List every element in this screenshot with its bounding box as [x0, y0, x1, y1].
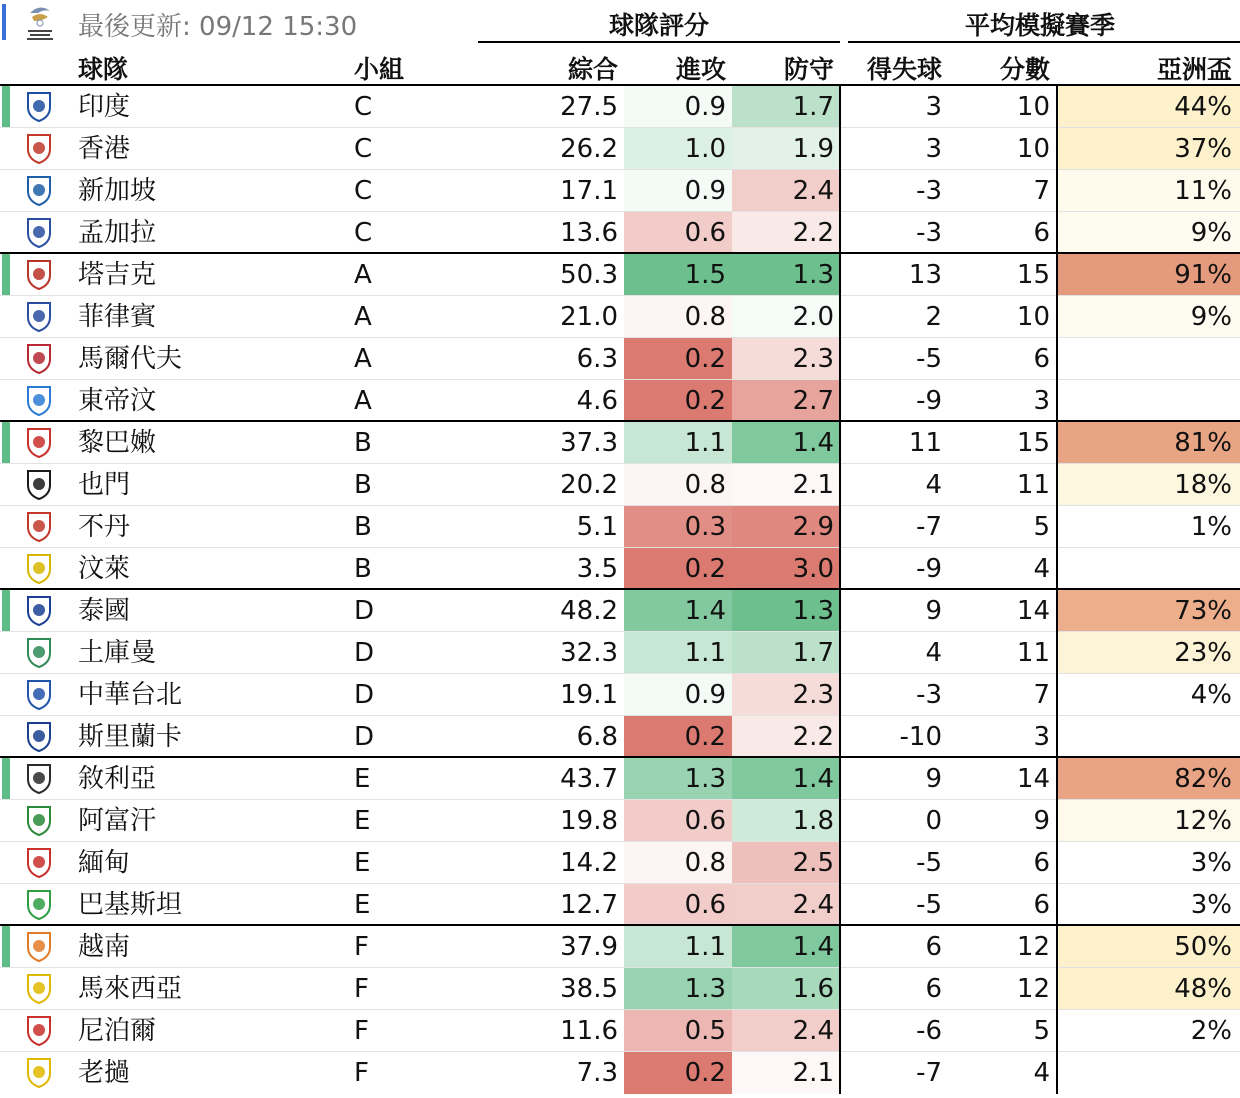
malaysia-crest-icon [22, 971, 56, 1005]
asian-cup-probability: 48% [1058, 968, 1240, 1009]
afc-qualifiers-logo-icon [22, 3, 58, 43]
col-header-defense[interactable]: 防守 [783, 55, 834, 84]
attack-rating: 1.1 [624, 926, 732, 967]
overall-rating: 20.2 [560, 470, 618, 500]
defense-rating: 2.5 [732, 842, 840, 883]
team-name: 塔吉克 [78, 260, 157, 290]
team-name: 印度 [78, 92, 131, 122]
table-row[interactable] [0, 884, 1240, 926]
asian-cup-probability [1058, 716, 1240, 756]
team-group: E [354, 806, 371, 836]
table-row[interactable] [0, 422, 1240, 464]
goal-difference: 0 [925, 806, 942, 836]
defense-rating: 2.2 [732, 212, 840, 252]
thailand-crest-icon [22, 593, 56, 627]
group-leader-marker [2, 758, 10, 799]
team-group: A [354, 344, 372, 374]
team-name: 阿富汗 [78, 806, 157, 836]
table-row[interactable] [0, 842, 1240, 884]
col-header-group[interactable]: 小組 [354, 55, 405, 84]
points: 14 [1016, 596, 1050, 626]
goal-difference: 2 [925, 302, 942, 332]
team-group: B [354, 512, 372, 542]
points: 15 [1016, 428, 1050, 458]
standings-table-body [0, 86, 1240, 1094]
points: 11 [1016, 470, 1050, 500]
points: 7 [1033, 680, 1050, 710]
chinese-taipei-crest-icon [22, 677, 56, 711]
team-name: 越南 [78, 932, 131, 962]
table-row[interactable] [0, 590, 1240, 632]
attack-rating: 0.8 [624, 464, 732, 505]
team-name: 敘利亞 [78, 764, 157, 794]
goal-difference: 11 [908, 428, 942, 458]
table-row[interactable] [0, 716, 1240, 758]
pakistan-crest-icon [22, 887, 56, 921]
points: 6 [1033, 218, 1050, 248]
team-name: 泰國 [78, 596, 131, 626]
team-group: D [354, 680, 375, 710]
asian-cup-probability: 1% [1190, 512, 1232, 542]
overall-rating: 32.3 [560, 638, 618, 668]
goal-difference: 3 [925, 134, 942, 164]
lebanon-crest-icon [22, 425, 56, 459]
overall-rating: 12.7 [560, 890, 618, 920]
bangladesh-crest-icon [22, 215, 56, 249]
table-row[interactable] [0, 632, 1240, 674]
cup-column-divider [1056, 86, 1058, 1094]
table-row[interactable] [0, 926, 1240, 968]
india-crest-icon [22, 89, 56, 123]
table-row[interactable] [0, 86, 1240, 128]
table-row[interactable] [0, 758, 1240, 800]
team-name: 中華台北 [78, 680, 183, 710]
defense-rating: 1.3 [732, 590, 840, 631]
points: 5 [1033, 1016, 1050, 1046]
vietnam-crest-icon [22, 929, 56, 963]
attack-rating: 0.6 [624, 212, 732, 252]
defense-rating: 2.1 [732, 464, 840, 505]
asian-cup-probability: 9% [1058, 296, 1240, 337]
points: 7 [1033, 176, 1050, 206]
top-bar [0, 0, 1240, 44]
table-row[interactable] [0, 506, 1240, 548]
asian-cup-probability: 73% [1058, 590, 1240, 631]
defense-rating: 3.0 [732, 548, 840, 588]
team-name: 斯里蘭卡 [78, 722, 183, 752]
asian-cup-probability: 2% [1190, 1016, 1232, 1046]
attack-rating: 0.9 [624, 674, 732, 715]
team-group: D [354, 722, 375, 752]
team-group: F [354, 974, 369, 1004]
goal-difference: -3 [916, 218, 942, 248]
table-row[interactable] [0, 128, 1240, 170]
asian-cup-probability: 12% [1058, 800, 1240, 841]
philippines-crest-icon [22, 299, 56, 333]
goal-difference: -9 [916, 386, 942, 416]
points: 9 [1033, 806, 1050, 836]
asian-cup-probability: 23% [1058, 632, 1240, 673]
points: 3 [1033, 722, 1050, 752]
group-leader-marker [2, 590, 10, 631]
attack-rating: 0.2 [624, 380, 732, 420]
group-leader-marker [2, 422, 10, 463]
team-group: D [354, 596, 375, 626]
overall-rating: 37.9 [560, 932, 618, 962]
defense-rating: 1.4 [732, 926, 840, 967]
asian-cup-probability: 37% [1058, 128, 1240, 169]
asian-cup-probability: 50% [1058, 926, 1240, 967]
nepal-crest-icon [22, 1013, 56, 1047]
overall-rating: 37.3 [560, 428, 618, 458]
defense-rating: 2.9 [732, 506, 840, 547]
defense-rating: 2.3 [732, 338, 840, 379]
bhutan-crest-icon [22, 509, 56, 543]
goal-difference: -5 [916, 890, 942, 920]
defense-rating: 2.3 [732, 674, 840, 715]
goal-difference: -7 [916, 512, 942, 542]
team-group: E [354, 848, 371, 878]
team-name: 尼泊爾 [78, 1016, 157, 1046]
group-leader-marker [2, 86, 10, 127]
team-group: D [354, 638, 375, 668]
laos-crest-icon [22, 1055, 56, 1089]
overall-rating: 43.7 [560, 764, 618, 794]
defense-rating: 1.6 [732, 968, 840, 1009]
table-row[interactable] [0, 674, 1240, 716]
team-name: 馬來西亞 [78, 974, 183, 1004]
column-header-row [0, 44, 1240, 86]
overall-rating: 19.8 [560, 806, 618, 836]
goal-difference: -3 [916, 176, 942, 206]
attack-rating: 0.9 [624, 86, 732, 127]
overall-rating: 11.6 [560, 1016, 618, 1046]
goal-difference: -7 [916, 1058, 942, 1088]
team-name: 土庫曼 [78, 638, 157, 668]
defense-rating: 1.7 [732, 632, 840, 673]
col-header-asian-cup[interactable]: 亞洲盃 [1156, 55, 1232, 84]
team-group: B [354, 554, 372, 584]
attack-rating: 0.2 [624, 338, 732, 379]
team-group: C [354, 92, 373, 122]
table-row[interactable] [0, 170, 1240, 212]
goal-difference: 13 [908, 260, 942, 290]
overall-rating: 6.3 [576, 344, 618, 374]
team-group: B [354, 470, 372, 500]
defense-rating: 1.9 [732, 128, 840, 169]
team-name: 汶萊 [78, 554, 131, 584]
attack-rating: 1.0 [624, 128, 732, 169]
points: 12 [1016, 974, 1050, 1004]
brunei-crest-icon [22, 551, 56, 585]
team-group: A [354, 386, 372, 416]
singapore-crest-icon [22, 173, 56, 207]
team-group: C [354, 218, 373, 248]
rating-section-divider [839, 86, 841, 1094]
simulation-header-rule [848, 41, 1240, 43]
table-row[interactable] [0, 968, 1240, 1010]
attack-rating: 1.3 [624, 968, 732, 1009]
afghanistan-crest-icon [22, 803, 56, 837]
attack-rating: 0.8 [624, 842, 732, 883]
overall-rating: 21.0 [560, 302, 618, 332]
syria-crest-icon [22, 761, 56, 795]
asian-cup-probability: 44% [1058, 86, 1240, 127]
asian-cup-probability [1058, 338, 1240, 379]
goal-difference: 9 [925, 596, 942, 626]
asian-cup-probability [1058, 380, 1240, 420]
asian-cup-probability: 11% [1058, 170, 1240, 211]
team-group: E [354, 764, 371, 794]
asian-cup-probability: 81% [1058, 422, 1240, 463]
goal-difference: -9 [916, 554, 942, 584]
attack-rating: 0.2 [624, 1052, 732, 1094]
tajikistan-crest-icon [22, 257, 56, 291]
team-name: 也門 [78, 470, 131, 500]
team-group: A [354, 302, 372, 332]
average-simulation-group-header: 平均模擬賽季 [964, 11, 1115, 40]
attack-rating: 0.6 [624, 884, 732, 924]
attack-rating: 0.2 [624, 548, 732, 588]
table-row[interactable] [0, 1052, 1240, 1094]
points: 4 [1033, 1058, 1050, 1088]
goal-difference: 6 [925, 932, 942, 962]
goal-difference: -5 [916, 344, 942, 374]
goal-difference: 9 [925, 764, 942, 794]
overall-rating: 7.3 [576, 1058, 618, 1088]
col-header-points[interactable]: 分數 [999, 55, 1050, 84]
overall-rating: 26.2 [560, 134, 618, 164]
points: 3 [1033, 386, 1050, 416]
attack-rating: 1.4 [624, 590, 732, 631]
attack-rating: 0.5 [624, 1010, 732, 1051]
attack-rating: 1.1 [624, 632, 732, 673]
team-name: 新加坡 [78, 176, 157, 206]
maldives-crest-icon [22, 341, 56, 375]
team-group: F [354, 932, 369, 962]
points: 10 [1016, 92, 1050, 122]
overall-rating: 48.2 [560, 596, 618, 626]
overall-rating: 14.2 [560, 848, 618, 878]
defense-rating: 1.3 [732, 254, 840, 295]
col-header-attack[interactable]: 進攻 [675, 55, 726, 84]
points: 4 [1033, 554, 1050, 584]
goal-difference: -5 [916, 848, 942, 878]
goal-difference: -6 [916, 1016, 942, 1046]
points: 14 [1016, 764, 1050, 794]
timor-leste-crest-icon [22, 383, 56, 417]
attack-rating: 0.8 [624, 296, 732, 337]
goal-difference: 6 [925, 974, 942, 1004]
team-name: 不丹 [78, 512, 131, 542]
asian-cup-probability: 18% [1058, 464, 1240, 505]
goal-difference: -3 [916, 680, 942, 710]
attack-rating: 1.5 [624, 254, 732, 295]
table-row[interactable] [0, 380, 1240, 422]
col-header-overall[interactable]: 綜合 [567, 55, 618, 84]
defense-rating: 2.4 [732, 170, 840, 211]
last-updated-text: 最後更新: 09/12 15:30 [78, 12, 358, 42]
team-group: A [354, 260, 372, 290]
points: 12 [1016, 932, 1050, 962]
attack-rating: 1.1 [624, 422, 732, 463]
defense-rating: 1.4 [732, 758, 840, 799]
overall-rating: 3.5 [576, 554, 618, 584]
table-row[interactable] [0, 296, 1240, 338]
defense-rating: 2.1 [732, 1052, 840, 1094]
team-name: 東帝汶 [78, 386, 157, 416]
team-name: 菲律賓 [78, 302, 157, 332]
asian-cup-probability: 91% [1058, 254, 1240, 295]
table-row[interactable] [0, 1010, 1240, 1052]
table-row[interactable] [0, 212, 1240, 254]
team-group: C [354, 176, 373, 206]
overall-rating: 6.8 [576, 722, 618, 752]
overall-rating: 27.5 [560, 92, 618, 122]
team-name: 黎巴嫩 [78, 428, 157, 458]
goal-difference: 4 [925, 638, 942, 668]
defense-rating: 2.4 [732, 884, 840, 924]
asian-cup-probability: 82% [1058, 758, 1240, 799]
team-rating-group-header: 球隊評分 [608, 11, 709, 40]
defense-rating: 2.2 [732, 716, 840, 756]
team-name: 巴基斯坦 [78, 890, 183, 920]
defense-rating: 1.8 [732, 800, 840, 841]
goal-difference: 4 [925, 470, 942, 500]
asian-cup-probability: 9% [1058, 212, 1240, 252]
defense-rating: 1.7 [732, 86, 840, 127]
team-name: 馬爾代夫 [78, 344, 183, 374]
team-group: F [354, 1016, 369, 1046]
team-group: B [354, 428, 372, 458]
table-row[interactable] [0, 338, 1240, 380]
defense-rating: 2.7 [732, 380, 840, 420]
asian-cup-probability [1058, 1052, 1240, 1094]
overall-rating: 4.6 [576, 386, 618, 416]
team-name: 緬甸 [78, 848, 131, 878]
points: 10 [1016, 134, 1050, 164]
asian-cup-probability: 3% [1190, 890, 1232, 920]
overall-rating: 19.1 [560, 680, 618, 710]
attack-rating: 0.2 [624, 716, 732, 756]
hong-kong-crest-icon [22, 131, 56, 165]
points: 11 [1016, 638, 1050, 668]
team-name: 老撾 [78, 1058, 131, 1088]
attack-rating: 0.3 [624, 506, 732, 547]
col-header-team[interactable]: 球隊 [78, 55, 129, 84]
group-leader-marker [2, 926, 10, 967]
yemen-crest-icon [22, 467, 56, 501]
team-group: F [354, 1058, 369, 1088]
table-row[interactable] [0, 254, 1240, 296]
team-group: E [354, 890, 371, 920]
myanmar-crest-icon [22, 845, 56, 879]
group-leader-marker [2, 254, 10, 295]
defense-rating: 1.4 [732, 422, 840, 463]
goal-difference: 3 [925, 92, 942, 122]
defense-rating: 2.4 [732, 1010, 840, 1051]
asian-cup-probability: 3% [1190, 848, 1232, 878]
team-name: 香港 [78, 134, 131, 164]
points: 5 [1033, 512, 1050, 542]
sri-lanka-crest-icon [22, 719, 56, 753]
overall-rating: 50.3 [560, 260, 618, 290]
asian-cup-probability: 4% [1190, 680, 1232, 710]
col-header-goal-diff[interactable]: 得失球 [866, 55, 942, 84]
points: 10 [1016, 302, 1050, 332]
defense-rating: 2.0 [732, 296, 840, 337]
turkmenistan-crest-icon [22, 635, 56, 669]
overall-rating: 17.1 [560, 176, 618, 206]
goal-difference: -10 [899, 722, 942, 752]
table-row[interactable] [0, 800, 1240, 842]
attack-rating: 1.3 [624, 758, 732, 799]
overall-rating: 13.6 [560, 218, 618, 248]
attack-rating: 0.9 [624, 170, 732, 211]
points: 6 [1033, 344, 1050, 374]
team-group: C [354, 134, 373, 164]
points: 6 [1033, 848, 1050, 878]
table-row[interactable] [0, 464, 1240, 506]
team-name: 孟加拉 [78, 218, 157, 248]
attack-rating: 0.6 [624, 800, 732, 841]
overall-rating: 5.1 [576, 512, 618, 542]
points: 15 [1016, 260, 1050, 290]
rating-header-rule [478, 41, 840, 43]
overall-rating: 38.5 [560, 974, 618, 1004]
asian-cup-probability [1058, 548, 1240, 588]
points: 6 [1033, 890, 1050, 920]
table-row[interactable] [0, 548, 1240, 590]
